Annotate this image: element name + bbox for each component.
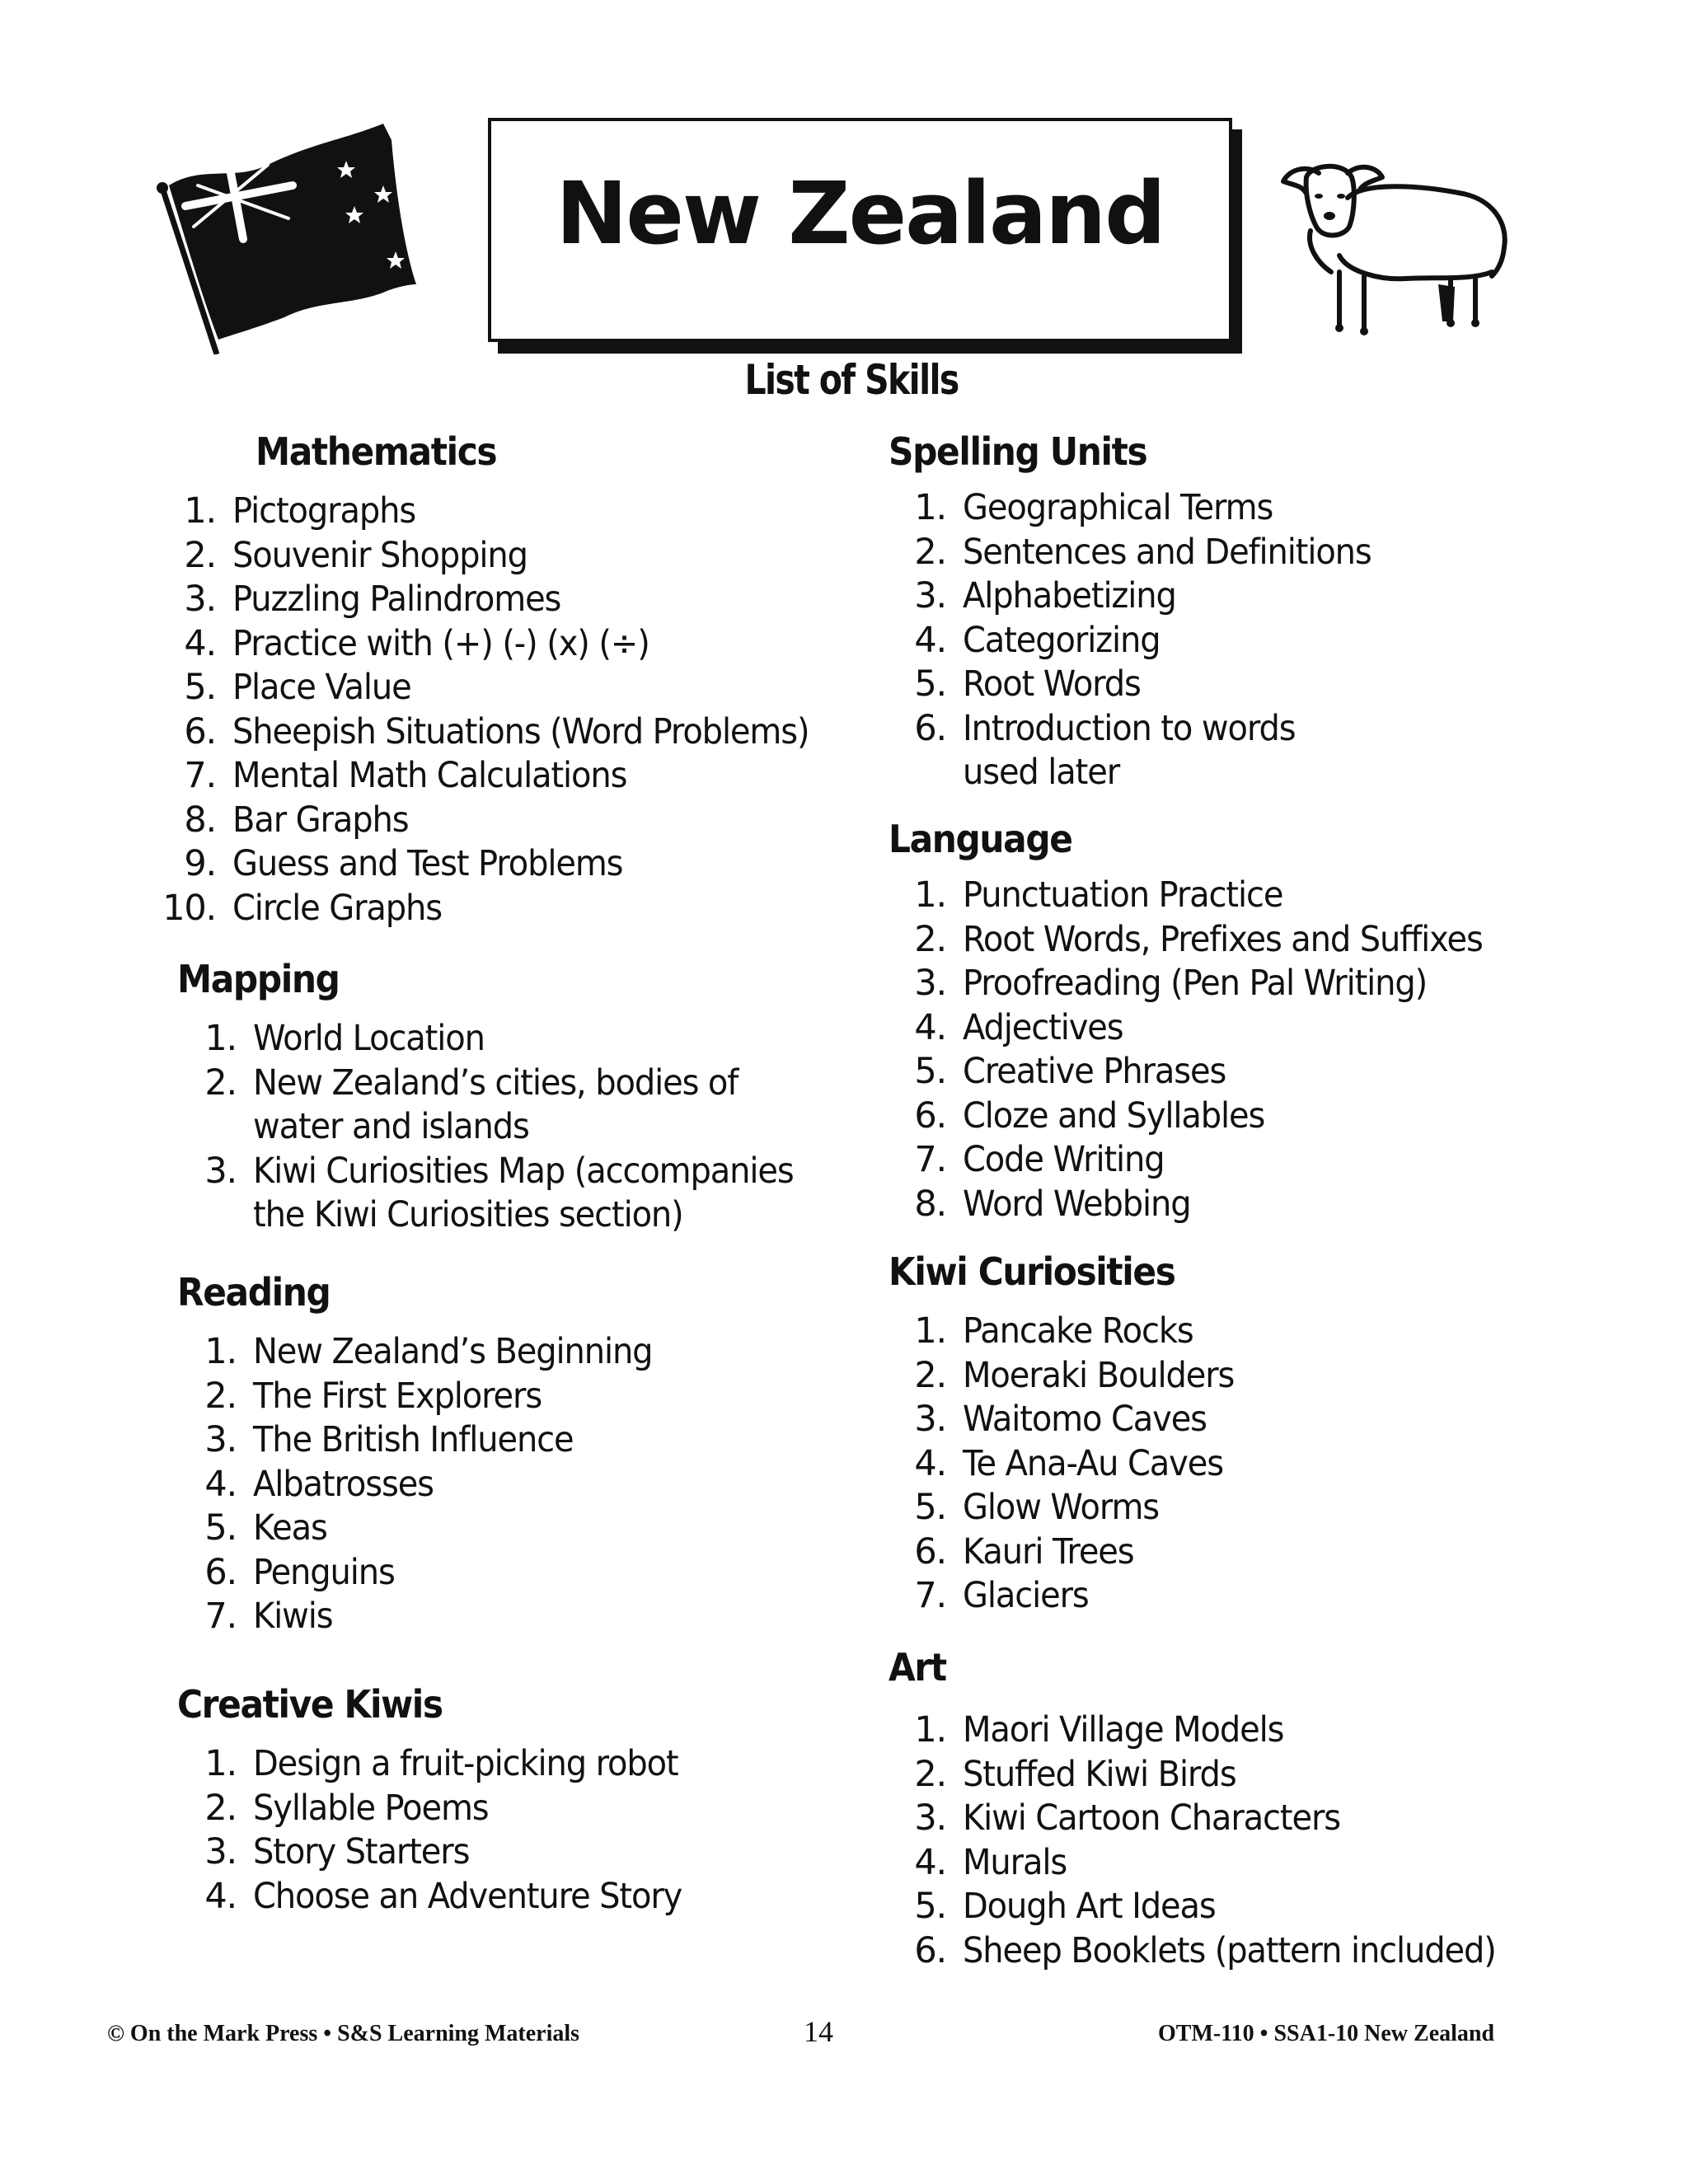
item-number: 3. (204, 1150, 237, 1192)
item-text-line: the Kiwi Curiosities section) (253, 1194, 683, 1235)
item-number: 4. (914, 1442, 946, 1484)
item-number: 7. (914, 1139, 946, 1180)
item-number: 6. (204, 1551, 237, 1593)
item-number: 1. (204, 1743, 237, 1784)
section-mapping (177, 956, 834, 1238)
item-text: Cloze and Syllables (963, 1094, 1265, 1137)
list-item (177, 1787, 714, 1831)
item-text: Glaciers (963, 1575, 1089, 1616)
item-text-line: water and islands (253, 1106, 529, 1147)
list-item (889, 1486, 1254, 1530)
item-number: 7. (204, 1596, 237, 1637)
list-item (157, 534, 852, 579)
copyright-text: © On the Mark Press • S&S Learning Materials (107, 2021, 580, 2046)
item-text: Penguins (253, 1551, 395, 1593)
item-text-line: used later (963, 752, 1120, 793)
list-item (157, 490, 852, 534)
list-item (889, 1442, 1254, 1487)
item-number: 6. (914, 1530, 946, 1572)
item-text: New Zealand’s Beginning (253, 1331, 653, 1372)
skill-list (157, 490, 852, 930)
item-text (963, 707, 1295, 795)
item-text: Guess and Test Problems (232, 843, 623, 884)
section-heading: Language (889, 817, 1072, 861)
item-text: Creative Phrases (963, 1051, 1226, 1092)
list-item (157, 842, 852, 887)
list-item (889, 1006, 1522, 1051)
item-text: Bar Graphs (232, 799, 409, 841)
item-text: Root Words (963, 663, 1141, 705)
item-text: Place Value (232, 667, 411, 708)
item-text: Code Writing (963, 1139, 1165, 1180)
skill-list (889, 1310, 1254, 1619)
item-number: 5. (914, 1487, 946, 1528)
item-text: The First Explorers (253, 1375, 542, 1417)
list-item (889, 663, 1402, 707)
item-number: 4. (184, 622, 216, 664)
item-text: Pictographs (232, 490, 416, 532)
list-item (889, 1183, 1522, 1227)
item-text: Pancake Rocks (963, 1310, 1193, 1352)
item-text: Murals (963, 1841, 1067, 1883)
list-item (889, 1797, 1536, 1841)
item-number: 4. (914, 1006, 946, 1048)
list-item (157, 666, 852, 710)
new-zealand-flag-icon (144, 115, 424, 354)
list-item (889, 1708, 1536, 1753)
list-item (889, 486, 1402, 531)
skill-list (889, 486, 1402, 795)
item-text: Practice with (+) (-) (x) (÷) (232, 622, 649, 664)
item-number: 8. (914, 1183, 946, 1225)
item-text: Kiwi Cartoon Characters (963, 1797, 1341, 1839)
page-footer (0, 2015, 1688, 2054)
list-item (889, 619, 1402, 663)
item-number: 6. (914, 707, 946, 749)
item-text: Glow Worms (963, 1487, 1160, 1528)
item-number: 5. (184, 667, 216, 708)
item-number: 3. (914, 1797, 946, 1839)
list-item (889, 531, 1402, 575)
item-number: 3. (184, 579, 216, 620)
item-number: 2. (914, 531, 946, 573)
section-heading: Kiwi Curiosities (889, 1249, 1175, 1294)
item-text: Kauri Trees (963, 1530, 1134, 1572)
item-number: 8. (184, 799, 216, 841)
item-number: 3. (204, 1831, 237, 1872)
item-text: Souvenir Shopping (232, 534, 528, 576)
page-subtitle: List of Skills (744, 356, 959, 404)
list-item (177, 1418, 682, 1463)
item-number: 1. (914, 1709, 946, 1750)
skill-list (177, 1017, 834, 1238)
item-text: Circle Graphs (232, 887, 443, 929)
item-number: 3. (914, 963, 946, 1004)
item-text: Puzzling Palindromes (232, 579, 561, 620)
item-text: Syllable Poems (253, 1787, 489, 1829)
title-box (488, 118, 1232, 342)
section-heading: Creative Kiwis (177, 1682, 443, 1727)
item-number: 7. (914, 1575, 946, 1616)
item-text: Geographical Terms (963, 487, 1273, 528)
item-text-line: New Zealand’s cities, bodies of (253, 1062, 738, 1104)
item-number: 5. (914, 663, 946, 705)
item-number: 4. (204, 1463, 237, 1505)
section-heading: Mapping (177, 957, 340, 1001)
item-number: 3. (914, 1399, 946, 1440)
item-number: 1. (204, 1331, 237, 1372)
item-text: Kiwis (253, 1596, 333, 1637)
skill-list (177, 1742, 714, 1919)
item-text: Stuffed Kiwi Birds (963, 1753, 1236, 1795)
section-spelling-units (889, 429, 1402, 795)
list-item (177, 1017, 834, 1062)
section-heading: Art (889, 1645, 946, 1690)
item-text: Te Ana-Au Caves (963, 1442, 1223, 1484)
list-item (889, 1574, 1254, 1619)
list-item (889, 1354, 1254, 1399)
list-item (889, 1310, 1254, 1354)
list-item (889, 1530, 1254, 1575)
section-reading (177, 1269, 682, 1639)
page-number: 14 (804, 2015, 833, 2048)
list-item (177, 1551, 682, 1596)
item-number: 1. (184, 490, 216, 532)
item-text: Mental Math Calculations (232, 755, 627, 796)
item-text (253, 1150, 794, 1238)
list-item (889, 962, 1522, 1006)
item-number: 4. (204, 1875, 237, 1917)
section-art (889, 1644, 1536, 1973)
item-text: Dough Art Ideas (963, 1886, 1216, 1927)
item-text: Sheep Booklets (pattern included) (963, 1929, 1496, 1971)
list-item (177, 1463, 682, 1507)
item-text: Moeraki Boulders (963, 1354, 1235, 1396)
list-item (889, 1138, 1522, 1183)
item-number: 1. (914, 1310, 946, 1352)
list-item (157, 887, 852, 931)
item-text: Alphabetizing (963, 575, 1176, 616)
item-text: The British Influence (253, 1419, 574, 1460)
item-text: Punctuation Practice (963, 874, 1283, 916)
item-number: 1. (914, 874, 946, 916)
sheep-icon (1273, 148, 1521, 338)
list-item (177, 1742, 714, 1787)
list-item (177, 1830, 714, 1875)
list-item (177, 1150, 834, 1238)
section-kiwi-curiosities (889, 1249, 1254, 1619)
list-item (177, 1375, 682, 1419)
item-text-line: Introduction to words (963, 707, 1296, 749)
list-item (157, 799, 852, 843)
list-item (889, 1885, 1536, 1929)
skill-list (889, 1708, 1536, 1973)
item-text: Sentences and Definitions (963, 531, 1372, 573)
list-item (157, 754, 852, 799)
item-number: 6. (184, 710, 216, 752)
item-number: 6. (914, 1094, 946, 1137)
item-text-line: Kiwi Curiosities Map (accompanies (253, 1150, 794, 1192)
list-item (889, 1398, 1254, 1442)
item-text: Sheepish Situations (Word Problems) (232, 710, 809, 752)
list-item (177, 1595, 682, 1639)
list-item (889, 1929, 1536, 1974)
item-text: World Location (253, 1018, 485, 1059)
page-title: New Zealand (556, 163, 1165, 264)
item-text: Maori Village Models (963, 1709, 1284, 1750)
item-number: 10. (162, 887, 216, 929)
item-text: Word Webbing (963, 1183, 1191, 1225)
list-item (177, 1330, 682, 1375)
item-number: 4. (914, 1841, 946, 1883)
list-item (157, 710, 852, 755)
section-heading: Spelling Units (889, 429, 1147, 474)
item-number: 1. (914, 487, 946, 528)
item-number: 1. (204, 1018, 237, 1059)
skill-list (177, 1330, 682, 1639)
list-item (889, 1094, 1522, 1139)
item-number: 2. (914, 918, 946, 960)
item-number: 2. (914, 1354, 946, 1396)
list-item (177, 1507, 682, 1551)
list-item (889, 918, 1522, 963)
item-number: 2. (204, 1062, 237, 1104)
item-text: Design a fruit-picking robot (253, 1743, 678, 1784)
item-number: 2. (184, 534, 216, 576)
list-item (889, 874, 1522, 918)
list-item (177, 1062, 834, 1150)
section-creative-kiwis (177, 1681, 714, 1919)
section-language (889, 816, 1522, 1226)
item-number: 5. (914, 1051, 946, 1092)
item-text: Waitomo Caves (963, 1399, 1207, 1440)
item-text: Adjectives (963, 1006, 1123, 1048)
list-item (889, 574, 1402, 619)
item-text (253, 1062, 738, 1150)
item-number: 3. (204, 1419, 237, 1460)
list-item (889, 1050, 1522, 1094)
list-item (157, 622, 852, 667)
section-mathematics (162, 429, 852, 930)
item-number: 2. (204, 1787, 237, 1829)
list-item (889, 1841, 1536, 1886)
list-item (177, 1875, 714, 1919)
product-code: OTM-110 • SSA1-10 New Zealand (1158, 2021, 1495, 2046)
list-item (157, 578, 852, 622)
item-number: 5. (914, 1886, 946, 1927)
item-number: 5. (204, 1507, 237, 1549)
item-text: Keas (253, 1507, 327, 1549)
item-number: 3. (914, 575, 946, 616)
item-number: 7. (184, 755, 216, 796)
list-item (889, 707, 1402, 795)
item-number: 9. (184, 843, 216, 884)
item-text: Albatrosses (253, 1463, 434, 1505)
skill-list (889, 874, 1522, 1226)
item-text: Root Words, Prefixes and Suffixes (963, 918, 1483, 960)
item-text: Categorizing (963, 619, 1160, 661)
item-number: 6. (914, 1929, 946, 1971)
section-heading: Reading (177, 1270, 331, 1315)
item-number: 2. (914, 1753, 946, 1795)
section-heading: Mathematics (256, 429, 497, 474)
item-text: Story Starters (253, 1831, 470, 1872)
item-number: 4. (914, 619, 946, 661)
item-number: 2. (204, 1375, 237, 1417)
item-text: Proofreading (Pen Pal Writing) (963, 963, 1428, 1004)
list-item (889, 1753, 1536, 1797)
item-text: Choose an Adventure Story (253, 1875, 682, 1917)
